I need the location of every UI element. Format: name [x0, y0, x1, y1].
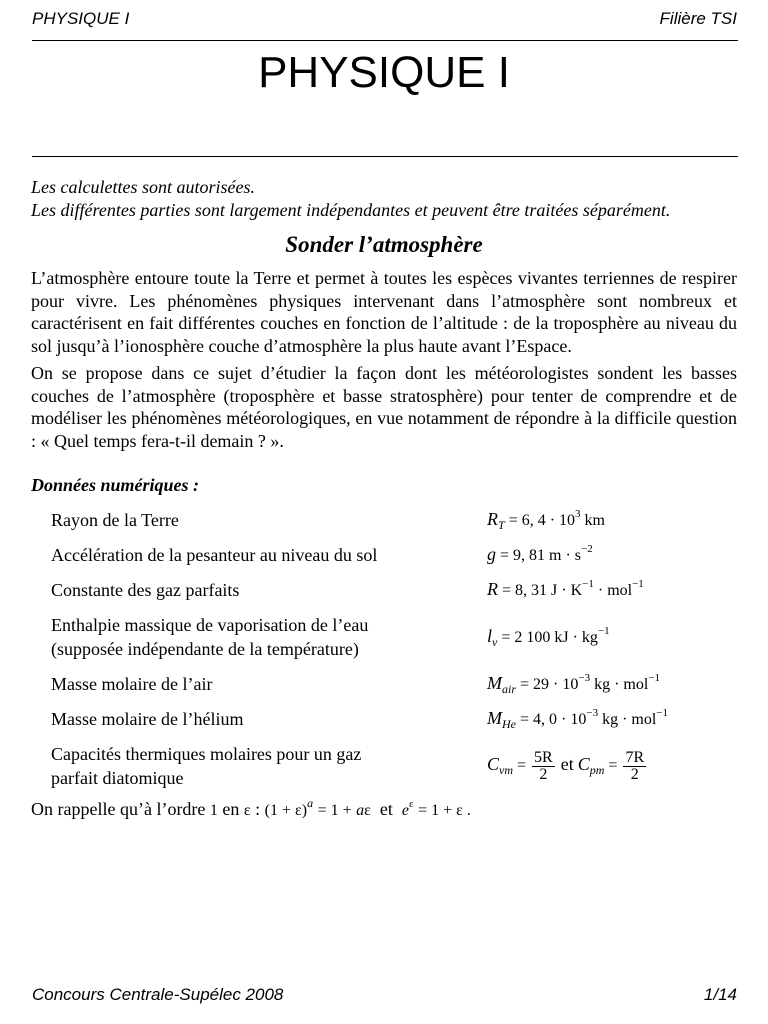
donnee-value: R = 8, 31 $J \cdot K^{-1} \cdot mol^{-1}$: [487, 577, 644, 599]
donnee-value: g = 9, 81 $m \cdot s^{-2}$: [487, 542, 593, 564]
donnee-row: [51, 667, 668, 702]
page-title: PHYSIQUE I: [258, 48, 510, 97]
header-left: PHYSIQUE I: [32, 9, 130, 28]
donnee-value-capacites: $C_{vm}$ = $\frac{5R}{2}$ et $C_{pm}$ = $\frac{7R}{2}$: [487, 748, 645, 783]
exam-notes: [31, 176, 737, 221]
donnee-row: [51, 538, 668, 573]
donnee-label: Capacités thermiques molaires pour un gaz parfait diatomique: [51, 743, 362, 788]
title-rule: [32, 156, 738, 157]
page-footer: [32, 985, 737, 1005]
main-content: [31, 176, 737, 823]
note-parts: Les différentes parties sont largement indépendantes et peuvent être traitées séparément.: [31, 199, 671, 220]
donnee-value: $M_{He} = 4$, $0 \cdot 10^{-3}$ kg · mol$^{-1}$: [487, 706, 669, 731]
donnees-table: [51, 503, 668, 796]
donnee-row: [51, 573, 668, 608]
donnee-label: Enthalpie massique de vaporisation de l’eau (supposée indépendante de la température): [51, 614, 369, 659]
donnee-label: Constante des gaz parfaits: [51, 579, 240, 600]
note-calculators: Les calculettes sont autorisées.: [31, 177, 255, 197]
donnee-label: Masse molaire de l’hélium: [51, 708, 244, 729]
intro-paragraph-1: L’atmosphère entoure toute la Terre et permet à toutes les espèces vivantes terriennes de respirer pour vivre. Les phénomènes physiques intervenant dans l’atmosphère sont nombreux et caractérisent en fait différentes couches en fonction de l’altitude : de la troposphère au niveau du sol jusqu’à l’ionosphère couche d’atmosphère la plus haute avant l’Espace.: [31, 268, 737, 356]
donnee-label: Masse molaire de l’air: [51, 673, 213, 694]
donnee-label: Accélération de la pesanteur au niveau du sol: [51, 544, 378, 565]
footer-left: Concours Centrale-Supélec 2008: [32, 985, 284, 1004]
donnee-value: $M_{air} = 29 \cdot 10^{-3}$ kg · mol$^{-1}$: [487, 671, 661, 696]
donnee-row: [51, 608, 668, 667]
header-right: Filière TSI: [659, 9, 737, 28]
intro-paragraph-2: On se propose dans ce sujet d’étudier la façon dont les météorologistes sondent les basses couches de l’atmosphère (troposphère et basse stratosphère) pour tenter de comprendre et de modéliser les phénomènes météorologiques, en vue notamment de répondre à la difficile question : « Quel temps fera-t-il demain ? ».: [31, 363, 737, 451]
fraction-cv: $\frac{5R}{2}$: [534, 748, 553, 783]
rappel-line: On rappelle qu’à l’ordre 1 en ε : $(1 + \varepsilon)^a = 1 + a\varepsilon$ et $e^\varepsilon = 1 + \varepsilon$ .: [31, 795, 471, 819]
header-rule: [32, 40, 738, 41]
section-title: Sonder l’atmosphère: [285, 232, 483, 257]
donnee-label: Rayon de la Terre: [51, 509, 179, 530]
donnee-row: [51, 702, 668, 737]
fraction-cp: $\frac{7R}{2}$: [625, 748, 645, 783]
donnee-value: $R_T = 6$, $4 \cdot 10^3$ km: [487, 507, 605, 532]
donnees-title: Données numériques :: [31, 475, 200, 495]
page-number: 1/14: [703, 985, 737, 1004]
donnee-value: $l_v = 2$ 100 kJ · $kg^{-1}$: [487, 624, 610, 649]
donnee-row: [51, 737, 668, 796]
donnee-row: [51, 503, 668, 538]
page-header: [32, 9, 737, 29]
